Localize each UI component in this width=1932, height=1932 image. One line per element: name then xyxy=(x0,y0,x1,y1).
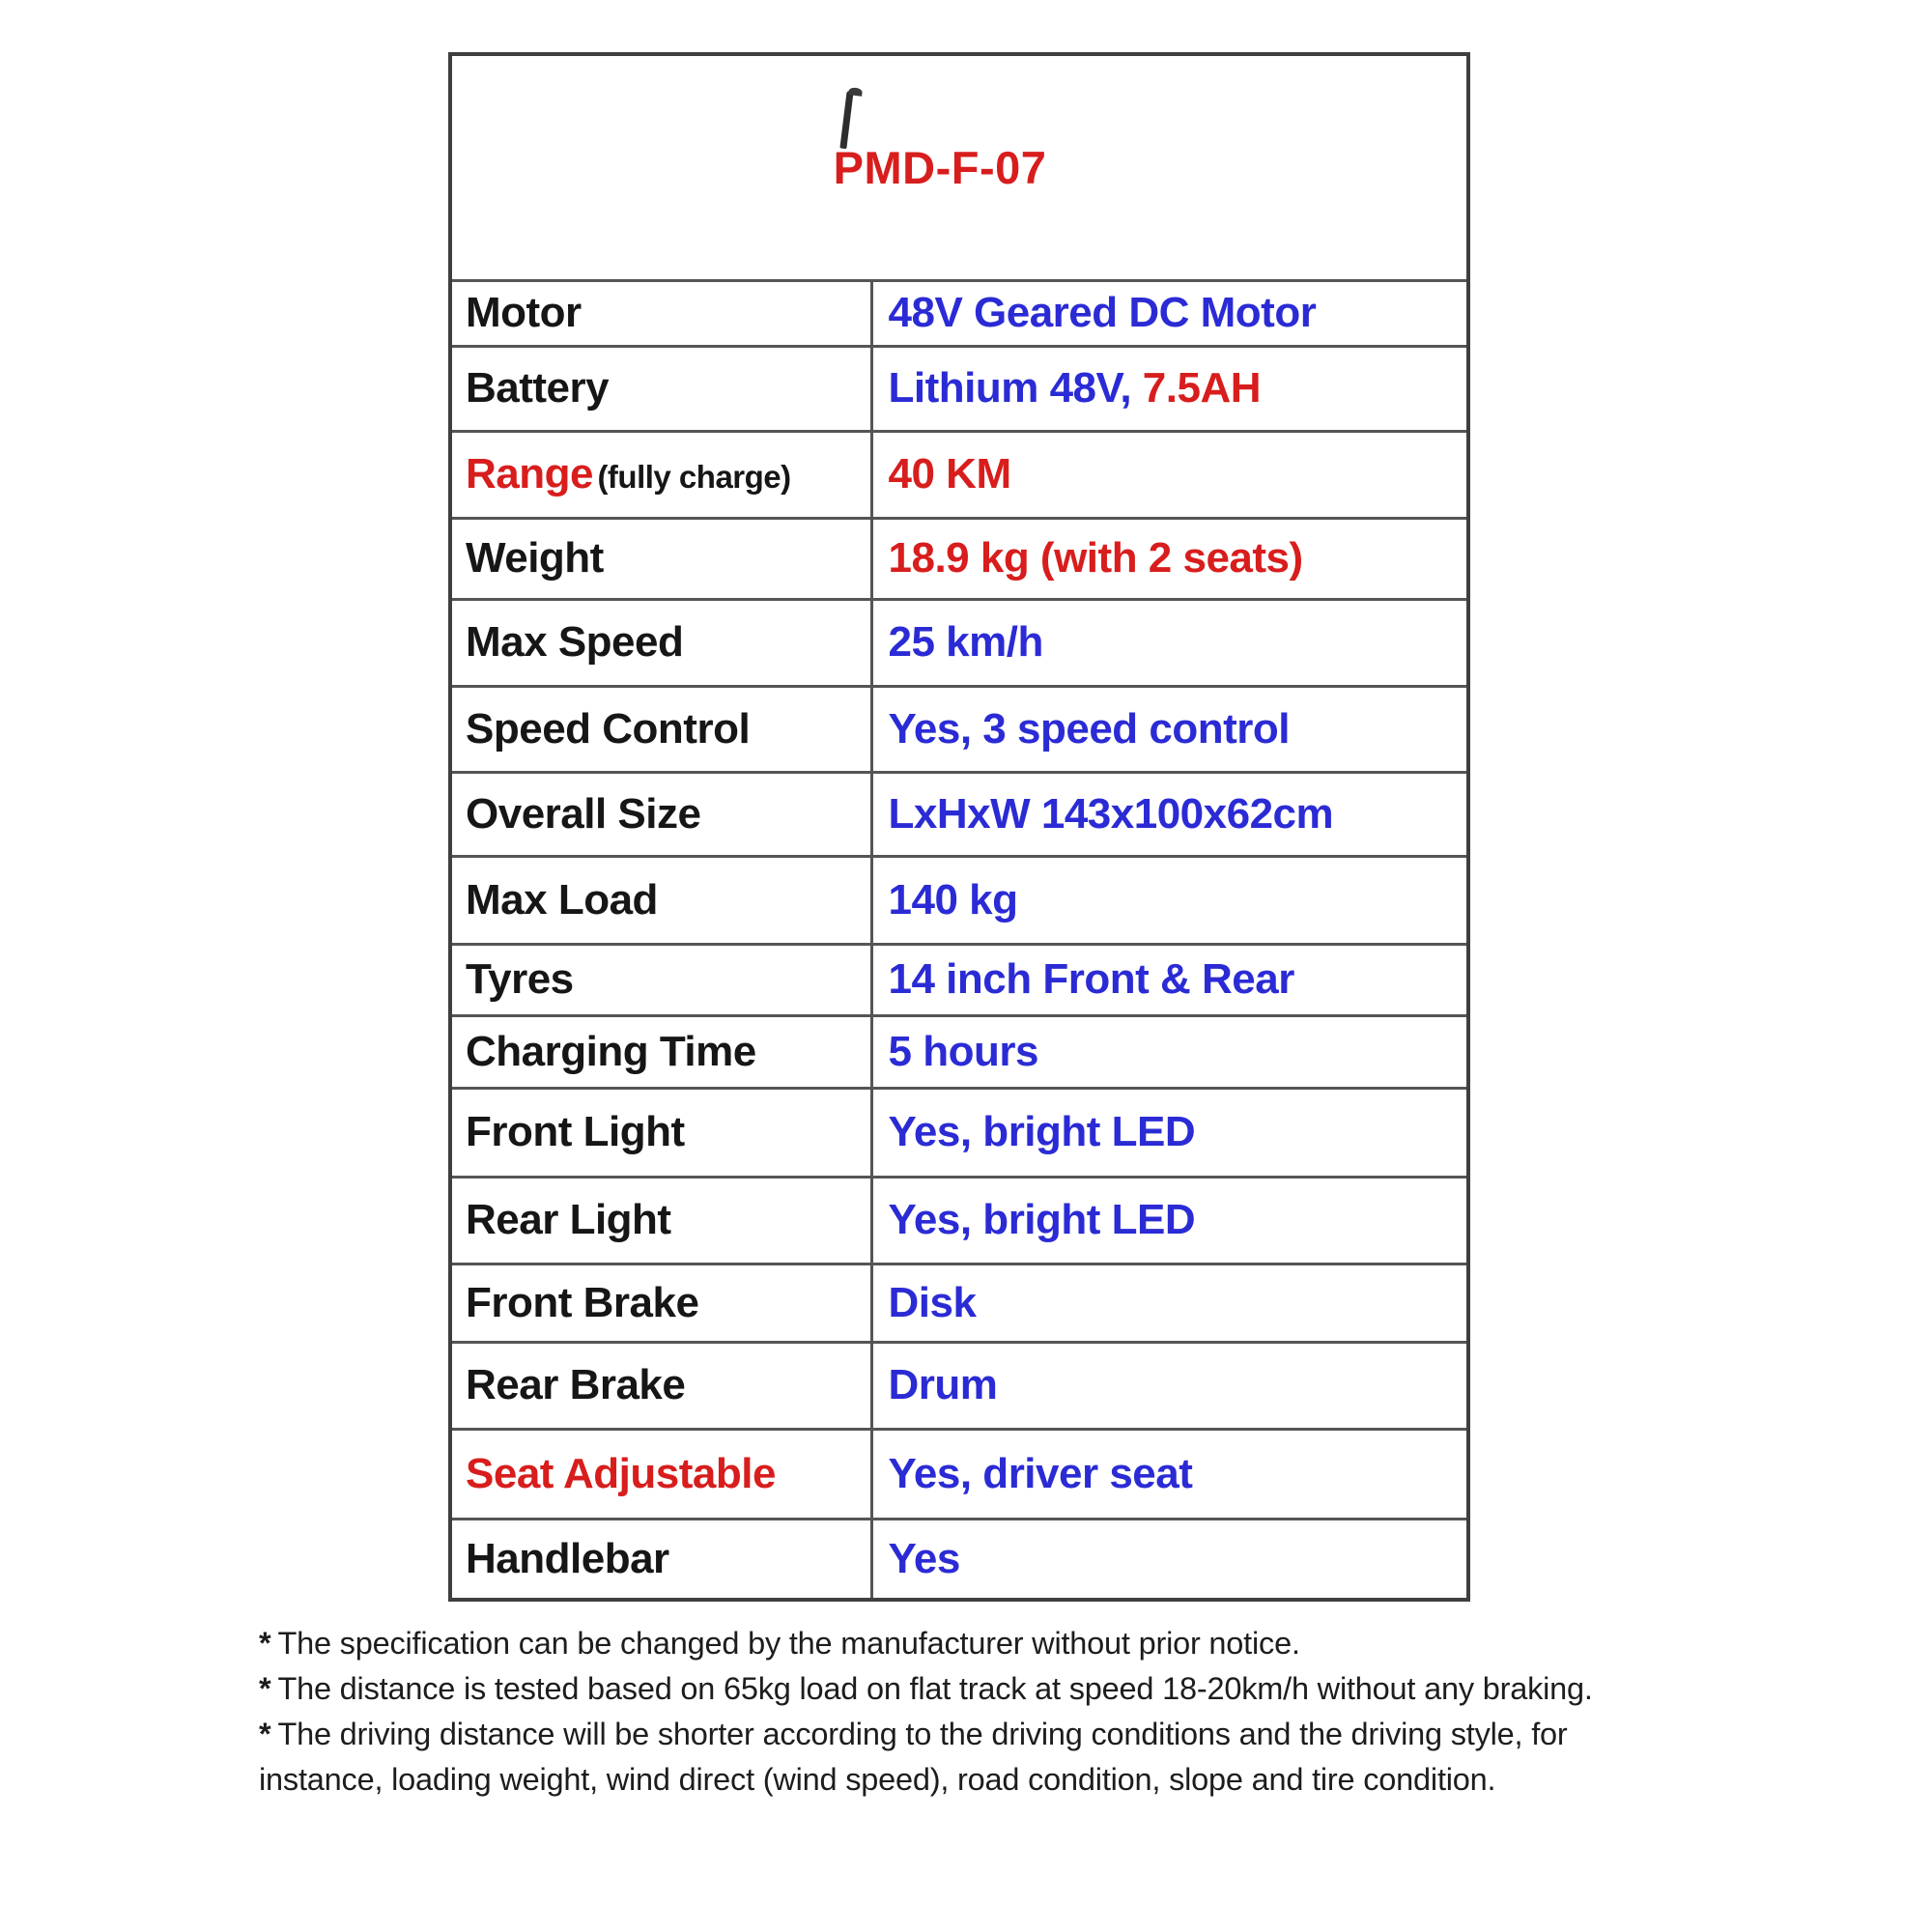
spec-value-cell xyxy=(871,1088,1468,1177)
spec-row-seat-adjustable xyxy=(450,1429,1468,1519)
spec-label-cell xyxy=(450,1015,871,1088)
spec-label: Handlebar xyxy=(466,1534,669,1582)
spec-label: Motor xyxy=(466,289,582,336)
spec-value: Yes xyxy=(888,1534,960,1582)
spec-value-highlight: 7.5AH xyxy=(1131,364,1262,412)
spec-value-cell xyxy=(871,1342,1468,1429)
spec-row-tyres xyxy=(450,944,1468,1015)
spec-row-range xyxy=(450,431,1468,518)
spec-value-cell xyxy=(871,599,1468,686)
spec-row-front-light xyxy=(450,1088,1468,1177)
spec-row-motor xyxy=(450,280,1468,346)
spec-value: 48V Geared DC Motor xyxy=(888,289,1317,336)
spec-value: 140 kg xyxy=(888,875,1018,923)
spec-label: Max Speed xyxy=(466,618,684,666)
spec-value: 40 KM xyxy=(888,450,1011,497)
spec-row-front-brake xyxy=(450,1264,1468,1342)
spec-row-battery xyxy=(450,346,1468,431)
spec-value: 5 hours xyxy=(888,1027,1038,1075)
spec-row-speed-control xyxy=(450,686,1468,772)
table-header-cell xyxy=(450,54,1468,280)
spec-label-cell xyxy=(450,518,871,599)
spec-value: Yes, bright LED xyxy=(888,1108,1196,1155)
spec-label: Max Load xyxy=(466,875,658,923)
spec-value: Yes, bright LED xyxy=(888,1196,1196,1243)
spec-value-cell xyxy=(871,280,1468,346)
spec-label-cell xyxy=(450,346,871,431)
footnote xyxy=(259,1666,1611,1712)
spec-value-cell xyxy=(871,431,1468,518)
spec-label-cell xyxy=(450,431,871,518)
spec-label-cell xyxy=(450,280,871,346)
spec-label: Battery xyxy=(466,364,610,412)
spec-value: Disk xyxy=(888,1278,977,1326)
spec-row-rear-light xyxy=(450,1177,1468,1264)
spec-label-cell xyxy=(450,1429,871,1519)
spec-label: Front Brake xyxy=(466,1278,699,1326)
spec-table xyxy=(448,52,1470,1602)
spec-label-cell xyxy=(450,944,871,1015)
spec-label: Rear Brake xyxy=(466,1361,686,1408)
spec-label: Front Light xyxy=(466,1108,685,1155)
spec-label: Rear Light xyxy=(466,1196,671,1243)
spec-label-cell xyxy=(450,1519,871,1600)
spec-value: 14 inch Front & Rear xyxy=(888,955,1294,1003)
footnote-text: The driving distance will be shorter according to the driving conditions and the driving style, for instance, loading weight, wind direct (wind speed), road condition, slope and tire condition. xyxy=(259,1717,1568,1797)
spec-row-overall-size xyxy=(450,772,1468,856)
spec-row-weight xyxy=(450,518,1468,599)
footnote xyxy=(259,1621,1611,1666)
footnote-asterisk: * xyxy=(259,1626,271,1661)
spec-value-cell xyxy=(871,686,1468,772)
spec-label-cell xyxy=(450,686,871,772)
spec-value: Drum xyxy=(888,1361,998,1408)
spec-value-cell xyxy=(871,1264,1468,1342)
spec-value: Lithium 48V, 7.5AH xyxy=(888,364,1262,412)
spec-label-note: (fully charge) xyxy=(597,459,791,495)
spec-value: 25 km/h xyxy=(888,618,1043,666)
spec-label-cell xyxy=(450,856,871,944)
spec-label: Range xyxy=(466,450,593,497)
spec-value-cell xyxy=(871,856,1468,944)
footnote-asterisk: * xyxy=(259,1671,271,1706)
spec-value-cell xyxy=(871,772,1468,856)
model-title: PMD-F-07 xyxy=(833,141,1047,193)
spec-value-cell xyxy=(871,346,1468,431)
spec-label: Tyres xyxy=(466,955,574,1003)
spec-row-max-load xyxy=(450,856,1468,944)
spec-label-cell xyxy=(450,1264,871,1342)
spec-value-cell xyxy=(871,518,1468,599)
spec-value-cell xyxy=(871,1177,1468,1264)
spec-label-cell xyxy=(450,1177,871,1264)
footnote-text: The specification can be changed by the manufacturer without prior notice. xyxy=(277,1626,1300,1661)
spec-row-rear-brake xyxy=(450,1342,1468,1429)
spec-row-max-speed xyxy=(450,599,1468,686)
footnote-asterisk: * xyxy=(259,1717,271,1751)
spec-label: Seat Adjustable xyxy=(466,1449,776,1497)
spec-value: 18.9 kg (with 2 seats) xyxy=(888,534,1303,582)
spec-value-cell xyxy=(871,944,1468,1015)
spec-label: Charging Time xyxy=(466,1027,756,1075)
spec-value: Yes, 3 speed control xyxy=(888,704,1290,753)
table-header-row xyxy=(450,54,1468,280)
footnote-text: The distance is tested based on 65kg load on flat track at speed 18-20km/h without any braking. xyxy=(277,1671,1593,1706)
spec-value-cell xyxy=(871,1429,1468,1519)
spec-row-handlebar xyxy=(450,1519,1468,1600)
spec-value-cell xyxy=(871,1519,1468,1600)
footnote xyxy=(259,1712,1611,1803)
spec-label-cell xyxy=(450,599,871,686)
spec-label: Weight xyxy=(466,534,604,582)
spec-label-cell xyxy=(450,1342,871,1429)
spec-row-charging-time xyxy=(450,1015,1468,1088)
spec-value: LxHxW 143x100x62cm xyxy=(888,789,1334,838)
spec-label: Speed Control xyxy=(466,704,751,753)
spec-label-cell xyxy=(450,772,871,856)
spec-value: Yes, driver seat xyxy=(888,1449,1193,1497)
spec-label-cell xyxy=(450,1088,871,1177)
spec-label: Overall Size xyxy=(466,789,701,838)
spec-value-cell xyxy=(871,1015,1468,1088)
footnotes-block xyxy=(259,1621,1611,1803)
